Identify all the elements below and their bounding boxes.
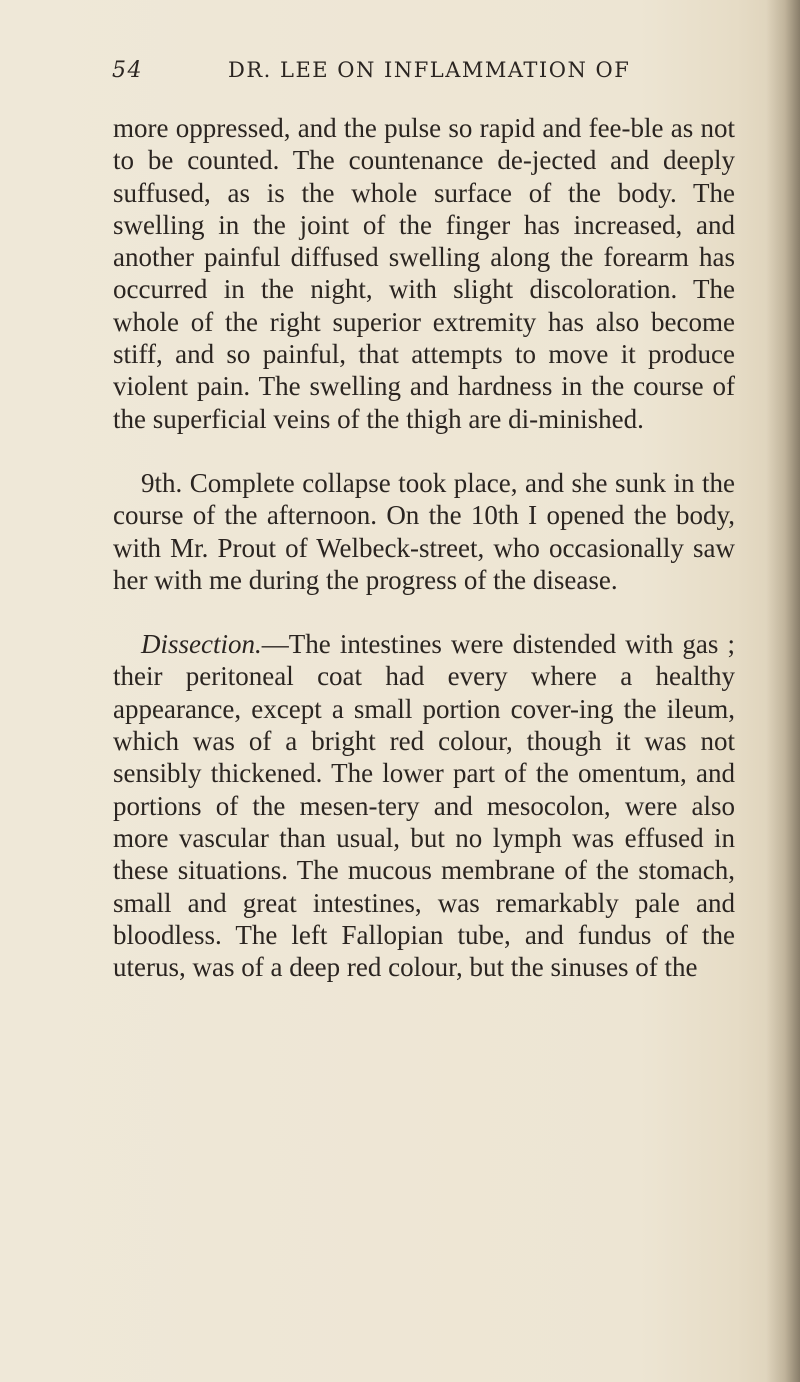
- paragraph-1: more oppressed, and the pulse so rapid and fee-ble as not to be counted. The countenance de-jected and deeply suffused, as is the whole surface of the body. The swelling in the joint of the finger has increased, and another painful diffused swelling along the forearm has occurred in the night, with slight discoloration. The whole of the right superior extremity has also become stiff, and so painful, that attempts to move it produce violent pain. The swelling and hardness in the course of the superficial veins of the thigh are di-minished.: [113, 113, 735, 434]
- page-header: [112, 58, 732, 98]
- paragraph-3-text: —The intestines were distended with gas ; their peritoneal coat had every where a healthy appearance, except a small portion cover-ing the ileum, which was of a bright red colour, though it was not sensibly thickened. The lower part of the omentum, and portions of the mesen-tery and mesocolon, were also more vascular than usual, but no lymph was effused in these situations. The mucous membrane of the stomach, small and great intestines, was remarkably pale and bloodless. The left Fallopian tube, and fundus of the uterus, was of a deep red colour, but the sinuses of the: [113, 629, 735, 983]
- dissection-heading: Dissection.: [141, 629, 262, 660]
- page-number: 54: [112, 58, 143, 83]
- page-edge-shadow: [766, 0, 800, 1382]
- paragraph-2: 9th. Complete collapse took place, and she sunk in the course of the afternoon. On the 10th I opened the body, with Mr. Prout of Welbeck-street, who occasionally saw her with me during the progress of the disease.: [113, 467, 735, 595]
- body-text: [113, 112, 735, 983]
- running-head: DR. LEE ON INFLAMMATION OF: [228, 58, 631, 82]
- paragraph-3: [113, 628, 735, 983]
